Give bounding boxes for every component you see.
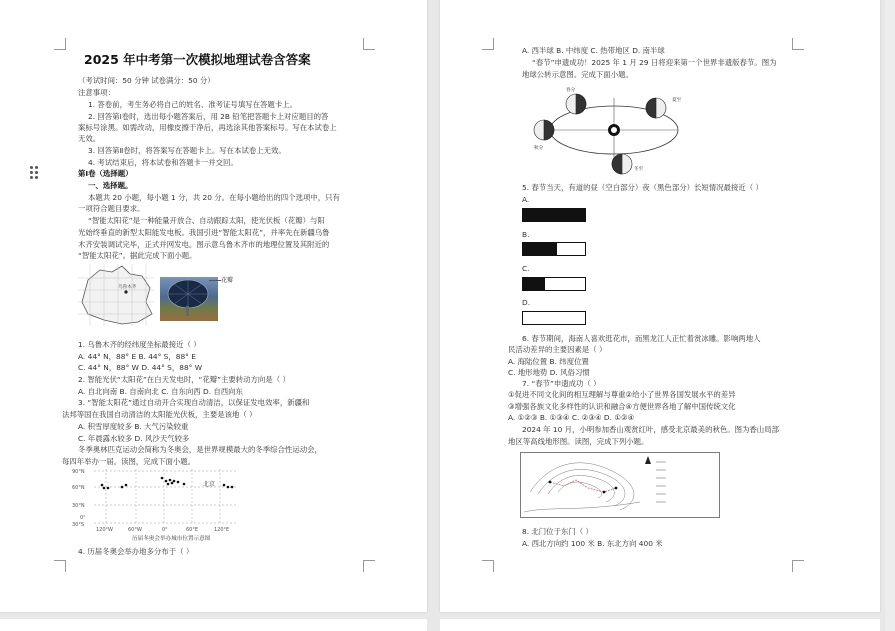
question-6: 6. 春节期间，海南人喜欢逛花市，而黑龙江人正忙着赏冰雕。影响两地人: [522, 334, 761, 343]
question-7-item: ①促进不同文化间的相互理解与尊重②给小了世界各国发展水平的差异: [508, 390, 736, 399]
question-2-options: A. 自北向南 B. 自南向北 C. 自东向西 D. 自西向东: [78, 387, 243, 396]
question-1-options: C. 44° N，88° W D. 44° S，88° W: [78, 363, 203, 372]
note-line: 2. 回答第Ⅰ卷时，选出每小题答案后，用 2B 铅笔把答题卡上对应题目的答: [88, 112, 329, 121]
document-page-left: [0, 0, 427, 612]
drag-handle-icon[interactable]: [30, 166, 39, 180]
question-4: 4. 历届冬奥会举办地多分布于（ ）: [78, 547, 194, 556]
chart-y-tick: 30°S: [72, 522, 85, 528]
page-title: 2025 年中考第一次模拟地理试卷含答案: [84, 52, 311, 67]
night-portion: [523, 209, 585, 221]
question-6-options: A. 海陆位置 B. 纬度位置: [508, 357, 589, 366]
question-7: 7. “春节”申遗成功（ ）: [522, 379, 601, 388]
passage-line: “智能太阳花”是一种能量开放合、自动跟踪太阳，使光伏板（花瓣）与阳: [88, 216, 325, 225]
margin-corner-top-right: [363, 38, 375, 50]
passage-line: 光始终垂直的新型太阳能发电板。我国引进“智能太阳花”，并率先在新疆乌鲁: [78, 228, 330, 237]
chart-y-tick: 30°N: [72, 503, 85, 509]
passage-line: 冬季奥林匹克运动会简称为冬奥会，是世界规模最大的冬季综合性运动会，: [78, 445, 322, 454]
passage-line: “智能太阳花”。据此完成下面小题。: [78, 251, 197, 260]
note-line: 无效。: [78, 134, 101, 143]
question-3: 法邦等国在我国自动清洁的太阳能光伏板，主要是该地（ ）: [62, 410, 257, 419]
question-6: 民活动差异的主要因素是（ ）: [508, 345, 607, 354]
option-label: C.: [522, 264, 530, 273]
note-line: 1. 答卷前，考生务必将自己的姓名、准考证号填写在答题卡上。: [88, 100, 297, 109]
chart-caption: 历届冬奥会举办城市位置示意图: [132, 536, 211, 542]
passage-line: 地区等高线地形图。读图，完成下列小题。: [508, 437, 649, 446]
margin-corner-bottom-right: [363, 560, 375, 572]
orbit-label: 夏至: [672, 98, 682, 103]
contour-map-figure: [520, 452, 720, 518]
question-8: 8. 北门位于东门（ ）: [522, 527, 593, 536]
next-page-left-edge: [0, 619, 427, 631]
next-page-right-edge: [440, 619, 880, 631]
chart-city-label: 北京: [203, 481, 216, 488]
question-5: 5. 春节当天，有道的昼（空白部分）夜（黑色部分）长短情况最接近（ ）: [522, 183, 763, 192]
question-4-options: A. 西半球 B. 中纬度 C. 热带地区 D. 南半球: [522, 46, 665, 55]
chart-x-tick: 120°E: [214, 527, 230, 533]
note-line: 3. 回答第Ⅱ卷时，将答案写在答题卡上。写在本试卷上无效。: [88, 146, 286, 155]
chart-y-tick: 60°N: [72, 485, 85, 491]
margin-corner-top-left: [54, 38, 66, 50]
margin-corner-top-left: [482, 38, 494, 50]
question-7-options: A. ①②③ B. ①③④ C. ②③④ D. ①②④: [508, 413, 635, 422]
passage-line: 2024 年 10 月，小明参加香山观赏红叶，感受北京最美的秋色。图为香山局部: [522, 425, 779, 434]
photo-label-pointer: [209, 280, 221, 281]
option-label: B.: [522, 230, 530, 239]
chart-x-tick: 60°E: [186, 527, 199, 533]
passage-line: 地球公转示意图。完成下面小题。: [522, 70, 633, 79]
chart-x-tick: 60°W: [128, 527, 142, 533]
note-line: 案标号涂黑。如需改动，用橡皮擦干净后，再选涂其他答案标号。写在本试卷上: [78, 123, 337, 132]
exam-info: （考试时间：50 分钟 试卷满分：50 分）: [78, 76, 215, 85]
day-night-bar-c: [522, 277, 586, 291]
option-label: D.: [522, 298, 531, 307]
solar-flower-photo: [160, 277, 218, 321]
map-city-label: 乌鲁木齐: [118, 285, 137, 290]
section-title: 第Ⅰ卷（选择题）: [78, 169, 133, 178]
part-title: 一、选择题。: [88, 181, 133, 190]
orbit-label: 冬至: [634, 167, 644, 172]
chart-y-tick: 0°: [80, 515, 86, 521]
day-night-bar-a: [522, 208, 586, 222]
question-7-item: ③增强各族文化多样性的认识和融合④方便世界各地了解中国传统文化: [508, 402, 736, 411]
chart-x-tick: 120°W: [96, 527, 113, 533]
orbit-label: 春分: [566, 88, 576, 93]
chart-y-tick: 90°N: [72, 469, 85, 475]
note-line: 4. 考试结束后，将本试卷和答题卡一并交回。: [88, 158, 238, 167]
question-6-options: C. 地形地势 D. 风俗习惯: [508, 368, 590, 377]
photo-label: 花瓣: [221, 277, 234, 284]
passage-line: “春节”申遗成功！2025 年 1 月 29 日将迎来第一个世界非遗版春节。图为: [532, 58, 777, 67]
intro-line: 本题共 20 小题，每小题 1 分，共 20 分。在每小题给出的四个选项中，只有: [88, 193, 340, 202]
margin-corner-top-right: [792, 38, 804, 50]
passage-line: 木齐安装调试完毕，正式并网发电。图示意乌鲁木齐市的地理位置及其附近的: [78, 240, 330, 249]
chart-x-tick: 0°: [162, 527, 168, 533]
question-3-options: A. 积雪厚度较多 B. 大气污染较重: [78, 422, 189, 431]
earth-orbit-figure: [522, 84, 692, 176]
intro-line: 一项符合题目要求。: [78, 204, 145, 213]
option-label: A.: [522, 195, 530, 204]
question-2: 2. 智能光伏“太阳花”在白天发电时，“花瓣”主要转动方向是（ ）: [78, 375, 290, 384]
margin-corner-bottom-right: [792, 560, 804, 572]
question-1-options: A. 44° N，88° E B. 44° S，88° E: [78, 352, 196, 361]
margin-corner-bottom-left: [54, 560, 66, 572]
vertical-scrollbar[interactable]: [885, 0, 895, 631]
question-3-options: C. 年晨露水较多 D. 风沙天气较多: [78, 434, 190, 443]
margin-corner-bottom-left: [482, 560, 494, 572]
xinjiang-map-figure: [74, 262, 158, 330]
day-night-bar-d: [522, 311, 586, 325]
question-1: 1. 乌鲁木齐的经纬度坐标最接近（ ）: [78, 340, 201, 349]
day-night-bar-b: [522, 242, 586, 256]
passage-line: 每四年举办一届。读图，完成下面小题。: [62, 457, 196, 466]
notes-heading: 注意事项：: [78, 88, 115, 97]
question-3: 3. “智能太阳花”通过自动开合实现自动清洁，以保证发电效率，新疆和: [78, 398, 310, 407]
winter-olympics-map-figure: [72, 467, 242, 543]
orbit-label: 秋分: [534, 146, 544, 151]
night-portion: [523, 278, 545, 290]
question-8-options: A. 西北方向约 100 米 B. 东北方向 400 米: [522, 539, 663, 548]
night-portion: [523, 243, 557, 255]
document-page-right: [440, 0, 880, 612]
